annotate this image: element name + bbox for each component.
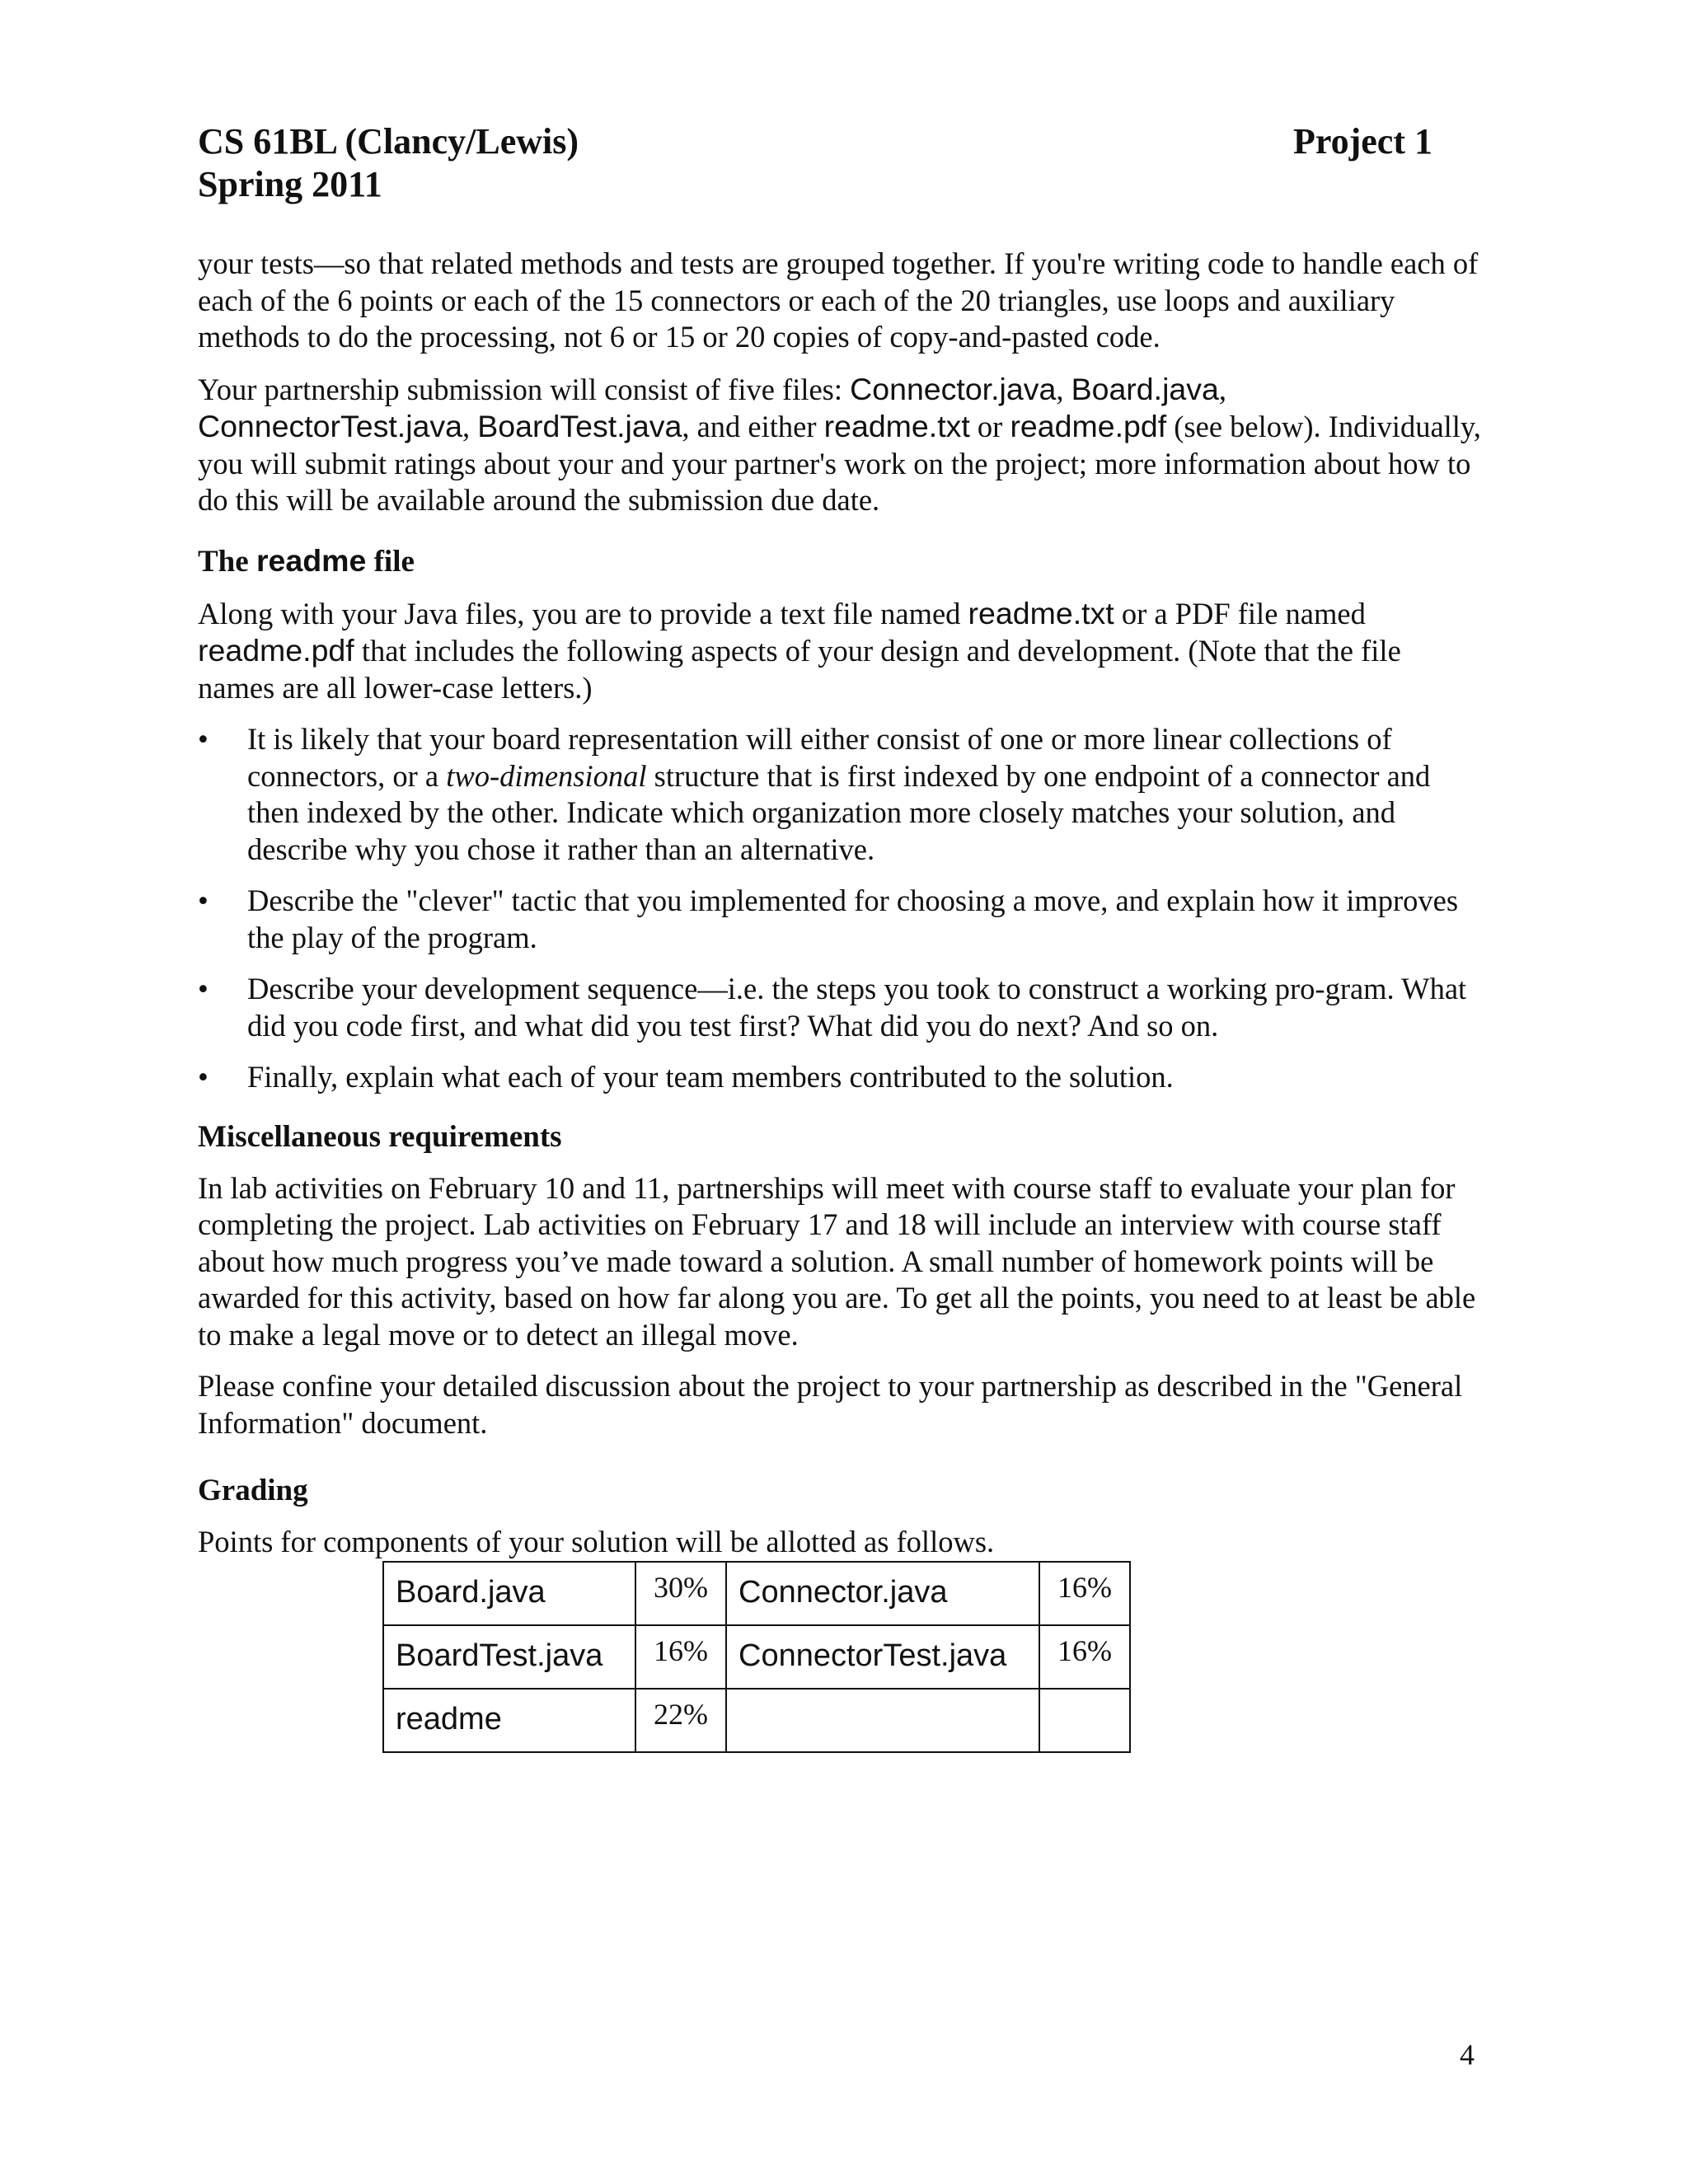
filename: readme.txt <box>823 409 970 443</box>
filename: readme.pdf <box>1010 409 1167 443</box>
table-cell: 30% <box>635 1562 726 1625</box>
table-cell <box>726 1689 1039 1752</box>
filename: readme.txt <box>968 595 1114 630</box>
readme-heading: The readme file <box>198 542 415 579</box>
table-cell: BoardTest.java <box>383 1625 635 1689</box>
table-cell: 16% <box>1039 1562 1130 1625</box>
misc-heading: Miscellaneous requirements <box>198 1119 562 1154</box>
intro-paragraph-2: Your partnership submission will consist of five files: Connector.java, Board.java, ConnectorTest.java, BoardTest.java, and either readme.txt or readme.pdf (see below). Individually, you will submit ratings about your and your partner's work on the project; more information about how to do this will be available around the submission due date. <box>198 371 1481 517</box>
grading-heading: Grading <box>198 1474 308 1507</box>
table-row <box>383 1625 1130 1689</box>
table-cell: Board.java <box>383 1562 635 1625</box>
list-item: • Describe the "clever" tactic that you implemented for choosing a move, and explain how it improves the play of the program. <box>198 883 1459 954</box>
table-row <box>383 1562 1130 1625</box>
table-cell: ConnectorTest.java <box>726 1625 1039 1689</box>
misc-paragraph-1: In lab activities on February 10 and 11, partnerships will meet with course staff to evaluate your plan for completing the project. Lab activities on February 17 and 18 will include an interview with course staff about how much progress you’ve made toward a solution. A small number of homework points will be awarded for this activity, based on how far along you are. To get all the points, you need to at least be able to make a legal move or to detect an illegal move. <box>198 1170 1476 1352</box>
term-label: Spring 2011 <box>198 164 382 204</box>
grading-table <box>382 1561 1131 1753</box>
body-content <box>198 246 1484 1753</box>
page-number: 4 <box>1460 2038 1475 2071</box>
table-cell: 16% <box>1039 1625 1130 1689</box>
readme-paragraph: Along with your Java files, you are to provide a text file named readme.txt or a PDF file named readme.pdf that includes the following aspects of your design and development. (Note that the file names are all lower-case letters.) <box>198 595 1401 705</box>
filename: Board.java <box>1071 371 1219 406</box>
table-cell: 16% <box>635 1625 726 1689</box>
table-cell: readme <box>383 1689 635 1752</box>
bullet-icon: • <box>198 883 209 917</box>
filename: ConnectorTest.java <box>198 409 463 443</box>
list-item: • Finally, explain what each of your team members contributed to the solution. <box>198 1059 1484 1096</box>
table-cell: 22% <box>635 1689 726 1752</box>
readme-bullet-list <box>198 721 1484 1096</box>
course-title: CS 61BL (Clancy/Lewis) <box>198 121 579 162</box>
filename: BoardTest.java <box>477 409 682 443</box>
filename: Connector.java <box>850 371 1057 406</box>
grading-intro: Points for components of your solution will be allotted as follows. <box>198 1525 995 1558</box>
intro-paragraph-1: your tests—so that related methods and tests are grouped together. If you're writing code to handle each of each of the 6 points or each of the 15 connectors or each of the 20 triangles, use loops and auxiliary methods to do the processing, not 6 or 15 or 20 copies of copy-and-pasted code. <box>198 246 1479 354</box>
table-cell <box>1039 1689 1130 1752</box>
list-item: • Describe your development sequence—i.e. the steps you took to construct a working pro-gram. What did you code first, and what did you test first? What did you do next? And so on. <box>198 972 1467 1043</box>
bullet-icon: • <box>198 722 209 756</box>
filename: readme.pdf <box>198 633 354 668</box>
bullet-icon: • <box>198 1060 209 1094</box>
table-row <box>383 1689 1130 1752</box>
bullet-icon: • <box>198 972 209 1005</box>
table-cell: Connector.java <box>726 1562 1039 1625</box>
list-item: • It is likely that your board representation will either consist of one or more linear collections of connectors, or a two-dimensional structure that is first indexed by one endpoint of a connector and then indexed by the other. Indicate which organization more closely matches your solution, and describe why you chose it rather than an alternative. <box>198 722 1431 866</box>
project-label: Project 1 <box>1293 121 1432 162</box>
misc-paragraph-2: Please confine your detailed discussion about the project to your partnership as described in the "General Information" document. <box>198 1369 1463 1440</box>
